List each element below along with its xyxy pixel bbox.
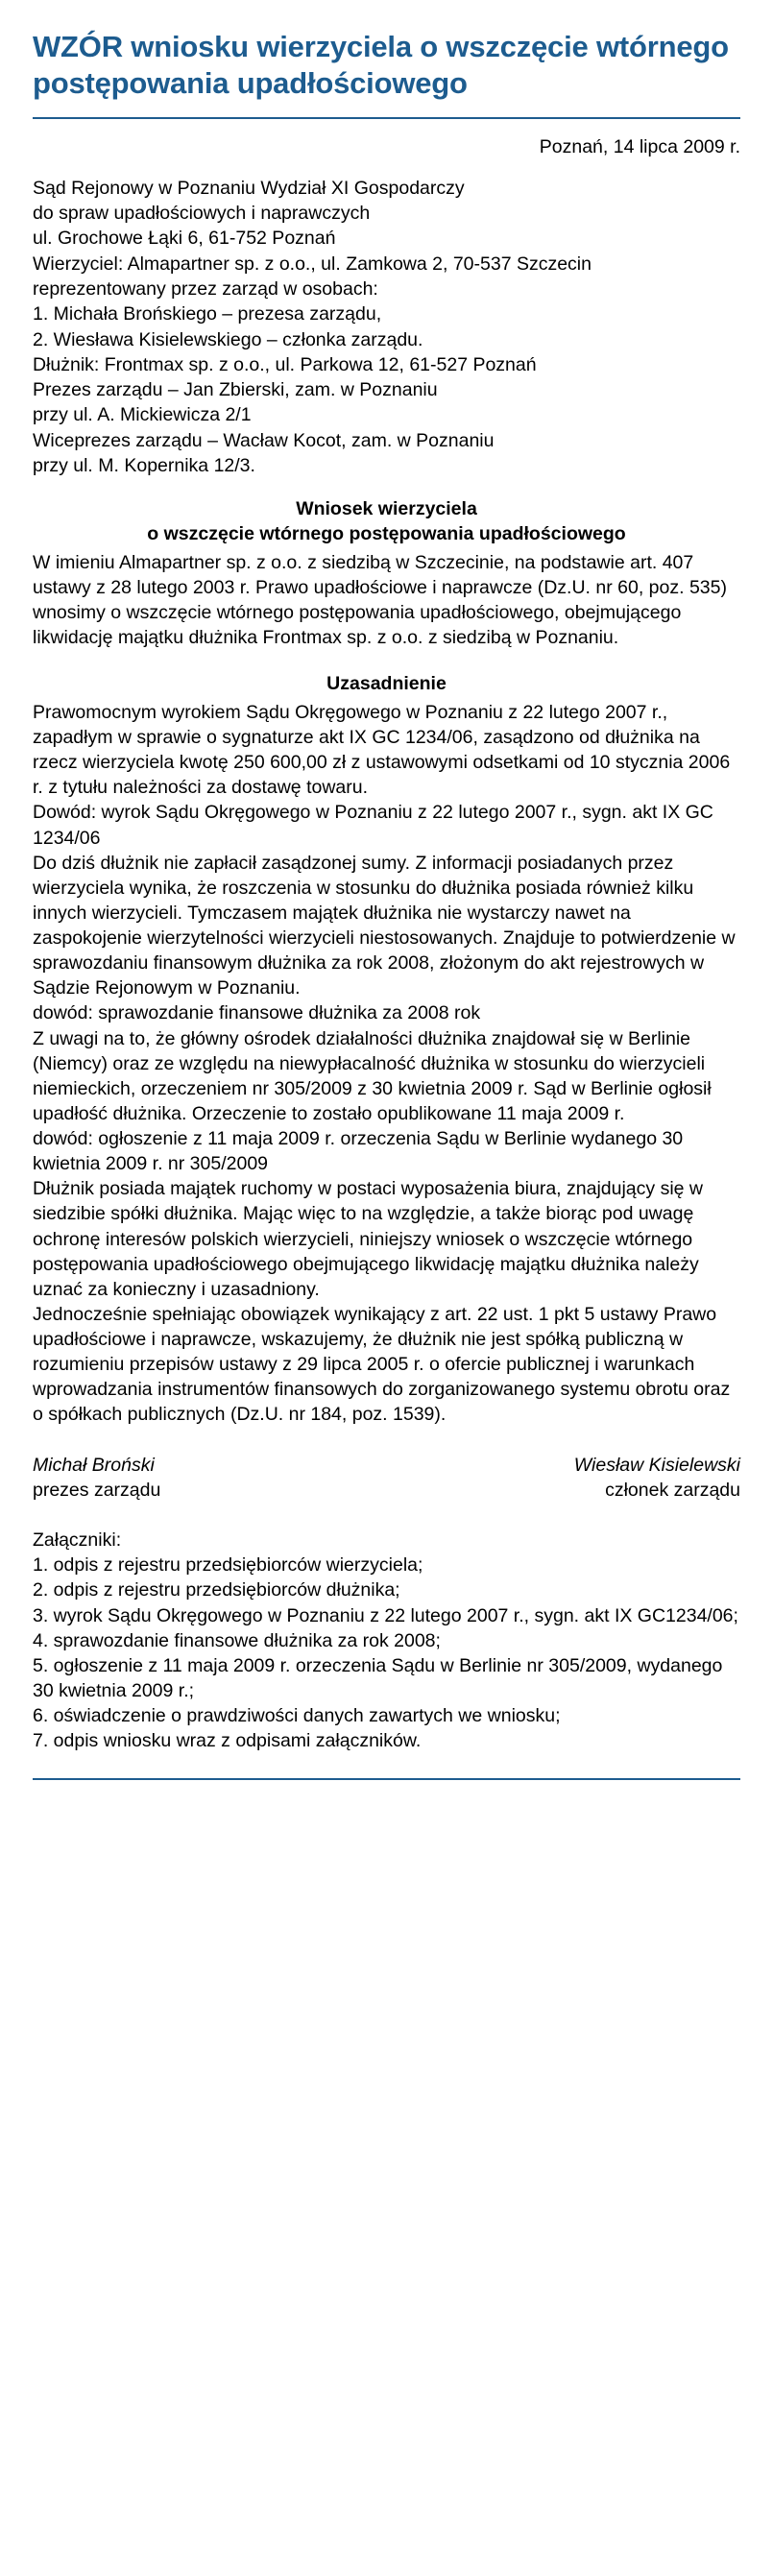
page-title: WZÓR wniosku wierzyciela o wszczęcie wtórnego postępowania upadłościowego bbox=[33, 30, 729, 100]
justification-body bbox=[33, 700, 740, 1428]
evidence-item: dowód: ogłoszenie z 11 maja 2009 r. orzeczenia Sądu w Berlinie wydanego 30 kwietnia 2009 r. nr 305/2009 bbox=[33, 1128, 684, 1175]
signature-left-name: Michał Broński bbox=[33, 1454, 155, 1476]
justification-paragraph: Prawomocnym wyrokiem Sądu Okręgowego w Poznaniu z 22 lutego 2007 r., zapadłym w sprawie o sygnaturze akt IX GC 1234/06, zasądzono od dłużnika na rzecz wierzyciela kwotę 250 600,00 zł z ustawowymi odsetkami od 10 stycznia 2006 r. z tytułu należności za dostawę towaru. bbox=[33, 701, 731, 799]
creditor-board-member-1: 1. Michała Brońskiego – prezesa zarządu, bbox=[33, 303, 382, 325]
bottom-divider bbox=[33, 1778, 740, 1780]
justification-paragraph: Jednocześnie spełniając obowiązek wynikający z art. 22 ust. 1 pkt 5 ustawy Prawo upadłościowe i naprawcze, wskazujemy, że dłużnik nie jest spółką publiczną w rozumieniu przepisów ustawy z 29 lipca 2005 r. o ofercie publicznej i warunkach wprowadzania instrumentów finansowych do zorganizowanego systemu obrotu oraz o spółkach publicznych (Dz.U. nr 184, poz. 1539). bbox=[33, 1303, 731, 1426]
justification-heading: Uzasadnienie bbox=[326, 672, 447, 694]
place-and-date: Poznań, 14 lipca 2009 r. bbox=[539, 135, 740, 157]
signature-right-role: członek zarządu bbox=[605, 1479, 740, 1501]
justification-paragraph: Do dziś dłużnik nie zapłacił zasądzonej sumy. Z informacji posiadanych przez wierzyciela wynika, że roszczenia w stosunku do dłużnika posiada również kilku innych wierzycieli. Tymczasem majątek dłużnika nie wystarczy nawet na zaspokojenie wierzytelności wierzycieli niestosowanych. Znajduje to potwierdzenie w sprawozdaniu finansowym dłużnika za rok 2008, złożonym do akt rejestrowych w Sądzie Rejonowym w Poznaniu. bbox=[33, 852, 736, 999]
attachment-item: 6. oświadczenie o prawdziwości danych zawartych we wniosku; bbox=[33, 1705, 561, 1727]
request-heading-line-1: Wniosek wierzyciela bbox=[296, 498, 477, 520]
attachment-item: 1. odpis z rejestru przedsiębiorców wierzyciela; bbox=[33, 1554, 423, 1577]
attachments-section bbox=[33, 1528, 740, 1753]
signature-right-name: Wiesław Kisielewski bbox=[573, 1454, 740, 1476]
debtor-president: Prezes zarządu – Jan Zbierski, zam. w Poznaniu bbox=[33, 379, 438, 401]
debtor-line: Dłużnik: Frontmax sp. z o.o., ul. Parkowa 12, 61-527 Poznań bbox=[33, 353, 537, 375]
justification-paragraph: Dłużnik posiada majątek ruchomy w postaci wyposażenia biura, znajdujący się w siedzibie spółki dłużnika. Mając więc to na względzie, a także biorąc pod uwagę ochronę interesów polskich wierzycieli, niniejszy wniosek o wszczęcie wtórnego postępowania upadłościowego obejmującego likwidację majątku dłużnika należy uznać za konieczny i uzasadniony. bbox=[33, 1178, 704, 1300]
request-heading-line-2: o wszczęcie wtórnego postępowania upadłościowego bbox=[147, 522, 626, 544]
court-line-1: Sąd Rejonowy w Poznaniu Wydział XI Gospodarczy bbox=[33, 177, 465, 199]
signature-right bbox=[400, 1453, 740, 1504]
debtor-vicepresident: Wiceprezes zarządu – Wacław Kocot, zam. w Poznaniu bbox=[33, 429, 495, 451]
debtor-vicepresident-address: przy ul. M. Kopernika 12/3. bbox=[33, 455, 255, 477]
creditor-line: Wierzyciel: Almapartner sp. z o.o., ul. Zamkowa 2, 70-537 Szczecin bbox=[33, 253, 592, 275]
debtor-president-address: przy ul. A. Mickiewicza 2/1 bbox=[33, 404, 252, 426]
attachment-item: 5. ogłoszenie z 11 maja 2009 r. orzeczenia Sądu w Berlinie nr 305/2009, wydanego 30 kwietnia 2009 r.; bbox=[33, 1654, 723, 1701]
evidence-item: dowód: sprawozdanie finansowe dłużnika za 2008 rok bbox=[33, 1002, 481, 1024]
signature-left bbox=[33, 1453, 373, 1504]
request-body bbox=[33, 550, 740, 651]
signature-left-role: prezes zarządu bbox=[33, 1479, 161, 1501]
request-paragraph: W imieniu Almapartner sp. z o.o. z siedzibą w Szczecinie, na podstawie art. 407 ustawy z 28 lutego 2003 r. Prawo upadłościowe i naprawcze (Dz.U. nr 60, poz. 535) wnosimy o wszczęcie wtórnego postępowania upadłościowego, obejmującego likwidację majątku dłużnika Frontmax sp. z o.o. z siedzibą w Poznaniu. bbox=[33, 552, 727, 649]
addressee-and-parties-block bbox=[33, 176, 740, 479]
creditor-board-member-2: 2. Wiesława Kisielewskiego – członka zarządu. bbox=[33, 328, 423, 350]
title-divider bbox=[33, 117, 740, 119]
attachment-item: 7. odpis wniosku wraz z odpisami załączników. bbox=[33, 1730, 422, 1752]
signature-row bbox=[33, 1453, 740, 1504]
court-address: ul. Grochowe Łąki 6, 61-752 Poznań bbox=[33, 228, 336, 250]
court-line-2: do spraw upadłościowych i naprawczych bbox=[33, 202, 371, 224]
attachment-item: 3. wyrok Sądu Okręgowego w Poznaniu z 22 lutego 2007 r., sygn. akt IX GC1234/06; bbox=[33, 1604, 738, 1626]
justification-paragraph: Z uwagi na to, że główny ośrodek działalności dłużnika znajdował się w Berlinie (Niemcy) oraz ze względu na niewypłacalność dłużnika w stosunku do wierzycieli niemieckich, orzeczeniem nr 305/2009 z 30 kwietnia 2009 r. Sąd w Berlinie ogłosił upadłość dłużnika. Orzeczenie to zostało opublikowane 11 maja 2009 r. bbox=[33, 1027, 712, 1124]
attachment-item: 4. sprawozdanie finansowe dłużnika za rok 2008; bbox=[33, 1629, 441, 1651]
creditor-representation: reprezentowany przez zarząd w osobach: bbox=[33, 277, 378, 300]
attachment-item: 2. odpis z rejestru przedsiębiorców dłużnika; bbox=[33, 1579, 400, 1601]
evidence-item: Dowód: wyrok Sądu Okręgowego w Poznaniu z 22 lutego 2007 r., sygn. akt IX GC 1234/06 bbox=[33, 802, 713, 849]
request-heading bbox=[33, 497, 740, 546]
attachments-label: Załączniki: bbox=[33, 1529, 122, 1552]
